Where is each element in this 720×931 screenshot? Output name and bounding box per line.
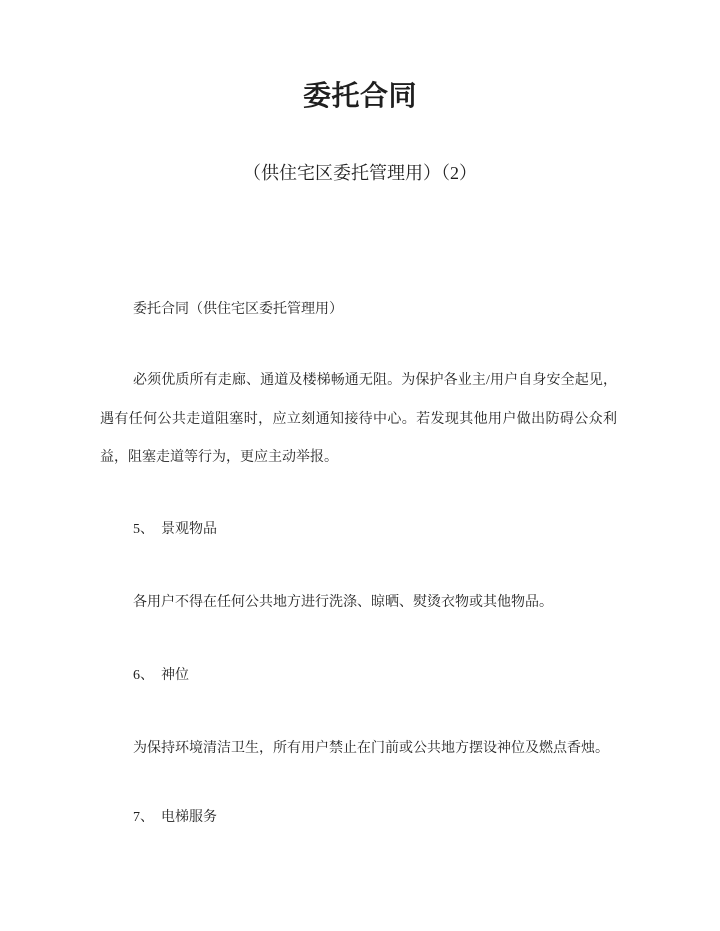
list-item-5-landscape-objects: 5、 景观物品: [133, 522, 217, 537]
paragraph-corridor-rule: 必须优质所有走廊、通道及楼梯畅通无阻。为保护各业主/用户自身安全起见，遇有任何公共走道阻塞时，应立刻通知接待中心。若发现其他用户做出防碍公众利益，阻塞走道等行为，更应主动举报。: [100, 373, 617, 465]
list-item-7-elevator-service: 7、 电梯服务: [133, 810, 217, 825]
page-title: 委托合同: [302, 81, 417, 112]
list-item-6-shrine: 6、 神位: [133, 668, 189, 683]
paragraph-shrine-rule: 为保持环境清洁卫生，所有用户禁止在门前或公共地方摆设神位及燃点香烛。: [133, 741, 609, 756]
paragraph-heading-line: 委托合同（供住宅区委托管理用）: [133, 302, 343, 317]
paragraph-laundry-rule: 各用户不得在任何公共地方进行洗涤、晾晒、熨烫衣物或其他物品。: [133, 595, 553, 610]
page-subtitle: （供住宅区委托管理用）（2）: [243, 163, 477, 183]
